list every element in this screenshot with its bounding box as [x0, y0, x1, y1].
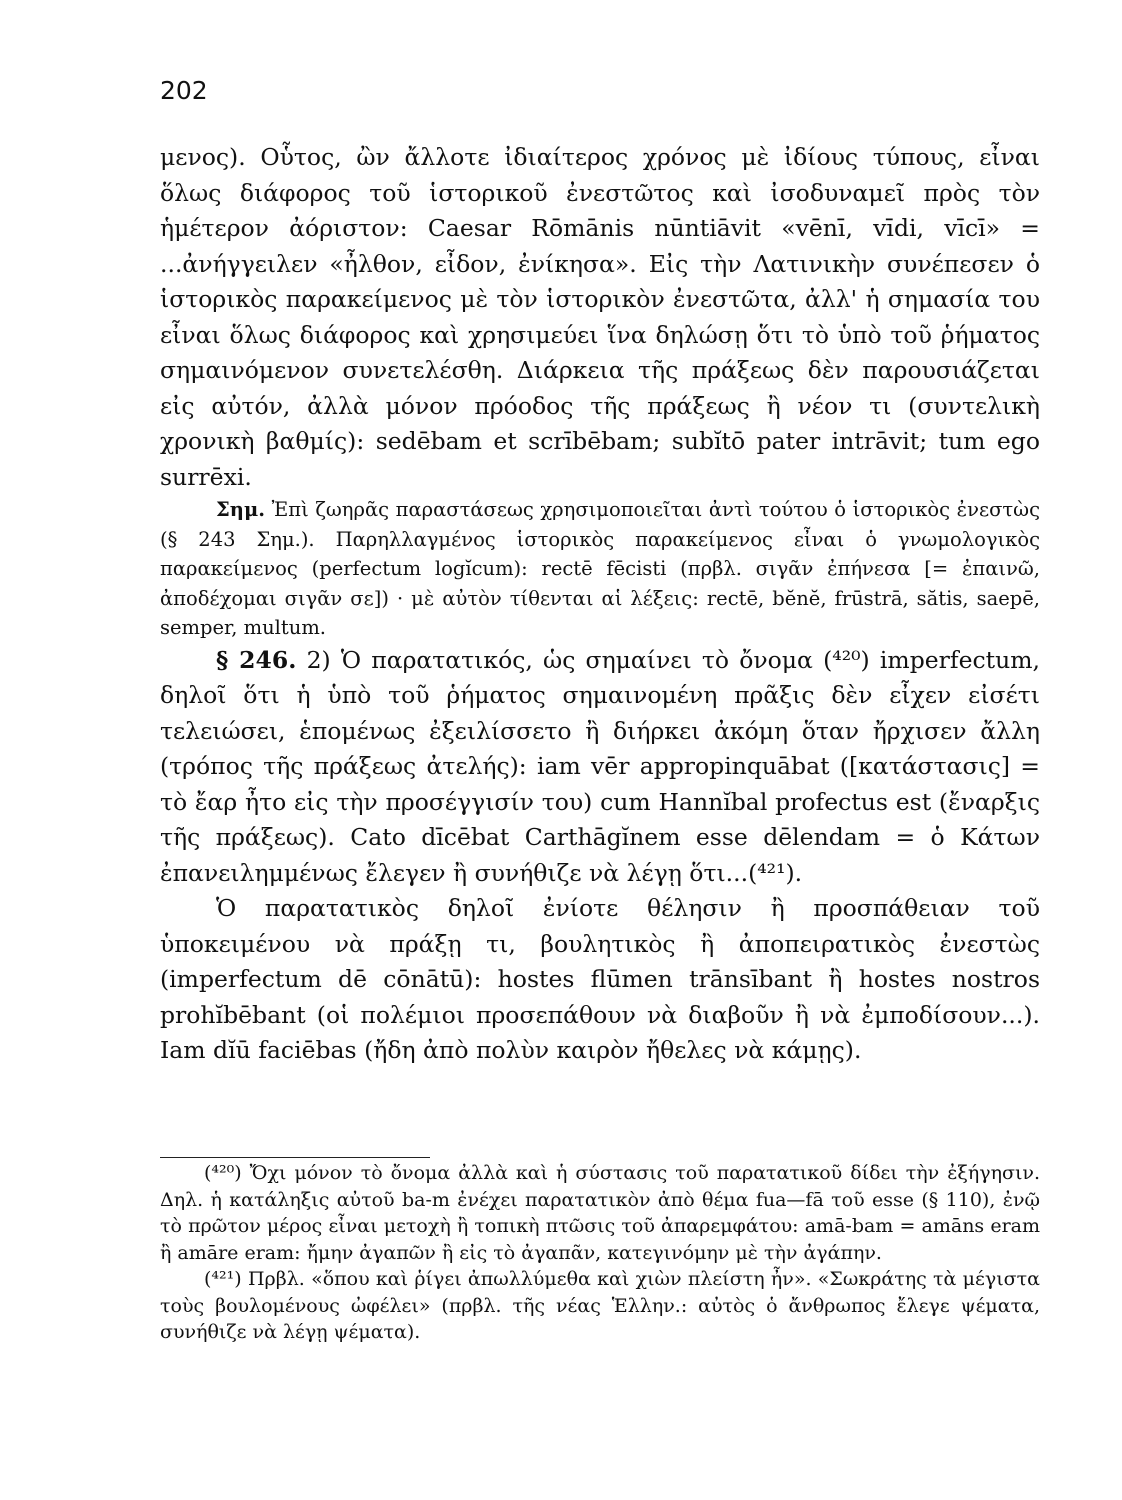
paragraph-perfect-tense: μενος). Οὗτος, ὢν ἄλλοτε ἰδιαίτερος χρόνος μὲ ἰδίους τύπους, εἶναι ὅλως διάφορος τοῦ ἱστορικοῦ ἐνεστῶτος καὶ ἰσοδυναμεῖ πρὸς τὸν ἡμέτερον ἀόριστον: Caesar Rōmānis nūntiāvit «vēnī, vīdi, vīcī» = ...ἀνήγγειλεν «ἦλθον, εἶδον, ἐνίκησα». Εἰς τὴν Λατινικὴν συνέπεσεν ὁ ἱστορικὸς παρακείμενος μὲ τὸν ἱστορικὸν ἐνεστῶτα, ἀλλ' ἡ σημασία του εἶναι ὅλως διάφορος καὶ χρησιμεύει ἵνα δηλώσῃ ὅτι τὸ ὑπὸ τοῦ ῥήματος σημαινόμενον συνετελέσθη. Διάρκεια τῆς πράξεως δὲν παρουσιάζεται εἰς αὐτόν, ἀλλὰ μόνον πρόοδος τῆς πράξεως ἢ νέον τι (συντελικὴ χρονικὴ βαθμίς): sedēbam et scrībēbam; subĭtō pater intrāvit; tum ego surrēxi.	[160, 143, 1040, 491]
section-246-paragraph	[160, 643, 1040, 892]
footnote-420: (⁴²⁰) Ὄχι μόνον τὸ ὄνομα ἀλλὰ καὶ ἡ σύστασις τοῦ παρατατικοῦ δίδει τὴν ἐξήγησιν. Δηλ. ἡ κατάληξις αὐτοῦ ba-m ἐνέχει παρατατικὸν ἀπὸ θέμα fua—fā τοῦ esse (§ 110), ἐνῷ τὸ πρῶτον μέρος εἶναι μετοχὴ ἢ τοπικὴ πτῶσις τοῦ ἀπαρεμφάτου: amā-bam = amāns eram ἢ amāre eram: ἤμην ἀγαπῶν ἢ εἰς τὸ ἀγαπᾶν, κατεγινόμην μὲ τὴν ἀγάπην.	[160, 1162, 1040, 1264]
note-label: Σημ.	[216, 498, 266, 521]
main-text	[160, 140, 1040, 1069]
section-number: § 246.	[216, 645, 297, 674]
page-number: 202	[160, 76, 208, 105]
paragraph-conative-imperfect: Ὁ παρατατικὸς δηλοῖ ἐνίοτε θέλησιν ἢ προσπάθειαν τοῦ ὑποκειμένου νὰ πράξῃ τι, βουλητικὸς ἢ ἀποπειρατικὸς ἐνεστὼς (imperfectum dē cōnātū): hostes flūmen trānsībant ἢ hostes nostros prohĭbēbant (οἱ πολέμιοι προσεπάθουν νὰ διαβοῦν ἢ νὰ ἐμποδίσουν...). Iam dĭū faciēbas (ἤδη ἀπὸ πολὺν καιρὸν ἤθελες νὰ κάμῃς).	[160, 894, 1040, 1064]
footnote-421: (⁴²¹) Πρβλ. «ὅπου καὶ ῥίγει ἀπωλλύμεθα καὶ χιὼν πλείστη ἦν». «Σωκράτης τὰ μέγιστα τοὺς βουλομένους ὠφέλει» (πρβλ. τῆς νέας Ἑλλην.: αὐτὸς ὁ ἄνθρωπος ἔλεγε ψέματα, συνήθιζε νὰ λέγῃ ψέματα).	[160, 1268, 1040, 1343]
section-246-text: 2) Ὁ παρατατικός, ὡς σημαίνει τὸ ὄνομα (⁴²⁰) imperfectum, δηλοῖ ὅτι ἡ ὑπὸ τοῦ ῥήματος σημαινομένη πρᾶξις δὲν εἶχεν εἰσέτι τελειώσει, ἑπομένως ἐξειλίσσετο ἢ διήρκει ἀκόμη ὅταν ἤρχισεν ἄλλη (τρόπος τῆς πράξεως ἀτελής): iam vēr appropinquābat ([κατάστασις] = τὸ ἔαρ ἦτο εἰς τὴν προσέγγισίν του) cum Hannĭbal profectus est (ἔναρξις τῆς πράξεως). Cato dīcēbat Carthāgĭnem esse dēlendam = ὁ Κάτων ἐπανειλημμένως ἔλεγεν ἢ συνήθιζε νὰ λέγῃ ὅτι...(⁴²¹).	[160, 645, 1040, 887]
footnotes	[160, 1160, 1040, 1346]
note-paragraph	[160, 495, 1040, 643]
footnote-divider	[160, 1157, 430, 1158]
note-text: Ἐπὶ ζωηρᾶς παραστάσεως χρησιμοποιεῖται ἀντὶ τούτου ὁ ἱστορικὸς ἐνεστὼς (§ 243 Σημ.). Παρηλλαγμένος ἱστορικὸς παρακείμενος εἶναι ὁ γνωμολογικὸς παρακείμενος (perfectum logĭcum): rectē fēcisti (πρβλ. σιγᾶν ἐπήνεσα [= ἐπαινῶ, ἀποδέχομαι σιγᾶν σε]) · μὲ αὐτὸν τίθενται αἱ λέξεις: rectē, bĕnĕ, frūstrā, sătis, saepē, semper, multum.	[160, 498, 1040, 639]
